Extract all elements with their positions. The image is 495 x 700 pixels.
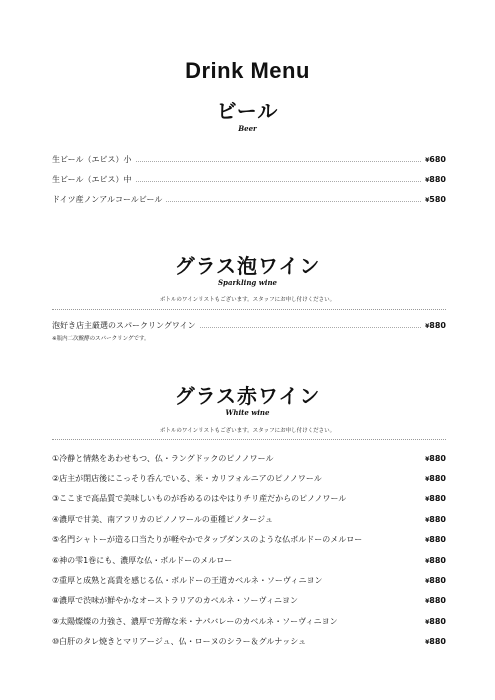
yen-symbol: ¥ [425, 537, 430, 545]
beer-item-row [52, 152, 446, 166]
item-name: ①冷静と情熱をあわせもつ、仏・ラングドックのピノノワール [52, 453, 274, 463]
item-name: ④濃厚で甘美、南アフリカのピノノワールの亜種ピノタージュ [52, 514, 273, 524]
red-wine-item-row [52, 471, 446, 485]
price-value: 880 [429, 555, 446, 565]
item-name: ②店主が閉店後にこっそり呑んでいる、米・カリフォルニアのピノノワール [52, 473, 322, 483]
item-price [425, 535, 446, 544]
item-price [425, 515, 446, 524]
price-value: 880 [429, 494, 446, 504]
red-wine-item-row [52, 635, 446, 649]
item-name: ⑧濃厚で渋味が鮮やかなオーストラリアのカベルネ・ソーヴィニヨン [52, 596, 299, 606]
red-wine-item-row [52, 553, 446, 567]
red-notice: ボトルのワインリストもございます。スタッフにお申し付けください。 [159, 428, 336, 434]
item-price [425, 596, 446, 605]
item-price [425, 617, 446, 626]
beer-item-row [52, 172, 446, 186]
item-name: ⑨太陽燦燦の力強さ、濃厚で芳醇な米・ナパバレーのカベルネ・ソーヴィニヨン [52, 616, 338, 626]
item-name: ⑦重厚と成熟と高貴を感じる仏・ボルドーの王道カベルネ・ソーヴィニヨン [52, 575, 323, 585]
item-name: ⑤名門シャトーが造る口当たりが軽やかでタップダンスのような仏ボルドーのメルロー [52, 535, 363, 545]
dot-leader [200, 327, 422, 328]
sparkling-divider [52, 309, 446, 310]
yen-symbol: ¥ [425, 577, 430, 585]
item-price [425, 637, 446, 646]
item-price [425, 454, 446, 463]
red-wine-item-row [52, 451, 446, 465]
red-wine-item-row [52, 594, 446, 608]
price-value: 880 [429, 320, 446, 330]
price-value: 880 [429, 514, 446, 524]
item-price [425, 195, 446, 204]
dot-leader [136, 181, 422, 182]
sparkling-note: ※瓶内二次醗酵のスパークリングです。 [52, 336, 150, 342]
item-price [425, 474, 446, 483]
item-name: 泡好き店主厳選のスパークリングワイン [52, 320, 196, 330]
item-name: ⑥神の雫1巻にも、濃厚な仏・ボルドーのメルロー [52, 555, 233, 565]
item-name: 生ビール（エビス）中 [52, 174, 132, 184]
price-value: 880 [429, 174, 446, 184]
item-price [425, 576, 446, 585]
price-value: 580 [429, 194, 446, 204]
red-section-subtitle: White wine [225, 408, 270, 417]
item-price [425, 494, 446, 503]
price-value: 880 [429, 637, 446, 647]
red-wine-item-row [52, 492, 446, 506]
item-price [425, 321, 446, 330]
yen-symbol: ¥ [425, 516, 430, 524]
red-wine-item-row [52, 512, 446, 526]
page-title: Drink Menu [185, 58, 310, 83]
yen-symbol: ¥ [425, 455, 430, 463]
yen-symbol: ¥ [425, 475, 430, 483]
price-value: 880 [429, 575, 446, 585]
price-value: 680 [429, 154, 446, 164]
yen-symbol: ¥ [425, 496, 430, 504]
item-price [425, 175, 446, 184]
yen-symbol: ¥ [425, 618, 430, 626]
beer-item-row [52, 192, 446, 206]
dot-leader [166, 201, 421, 202]
beer-section-title: ビール [216, 99, 279, 123]
red-wine-item-row [52, 573, 446, 587]
price-value: 880 [429, 535, 446, 545]
item-name: ⑩白肝のタレ焼きとマリアージュ、仏・ローヌのシラー＆グルナッシュ [52, 637, 307, 647]
yen-symbol: ¥ [425, 322, 430, 330]
price-value: 880 [429, 453, 446, 463]
item-name: ドイツ産ノンアルコールビール [52, 194, 163, 204]
yen-symbol: ¥ [425, 557, 430, 565]
red-section-title: グラス赤ワイン [174, 384, 321, 408]
yen-symbol: ¥ [425, 176, 430, 184]
sparkling-notice: ボトルのワインリストもございます。スタッフにお申し付けください。 [159, 297, 336, 303]
red-wine-item-row [52, 614, 446, 628]
item-price [425, 556, 446, 565]
price-value: 880 [429, 616, 446, 626]
sparkling-item-row [52, 318, 446, 332]
dot-leader [136, 161, 422, 162]
red-wine-item-row [52, 533, 446, 547]
red-divider [52, 439, 446, 440]
price-value: 880 [429, 596, 446, 606]
yen-symbol: ¥ [425, 639, 430, 647]
yen-symbol: ¥ [425, 156, 430, 164]
item-price [425, 155, 446, 164]
sparkling-section-title: グラス泡ワイン [174, 254, 321, 278]
beer-section-subtitle: Beer [238, 124, 257, 133]
item-name: ③ここまで高品質で美味しいものが呑めるのはやはりチリ産だからのピノノワール [52, 494, 347, 504]
price-value: 880 [429, 473, 446, 483]
yen-symbol: ¥ [425, 196, 430, 204]
yen-symbol: ¥ [425, 598, 430, 606]
item-name: 生ビール（エビス）小 [52, 154, 132, 164]
sparkling-section-subtitle: Sparkling wine [218, 278, 277, 287]
